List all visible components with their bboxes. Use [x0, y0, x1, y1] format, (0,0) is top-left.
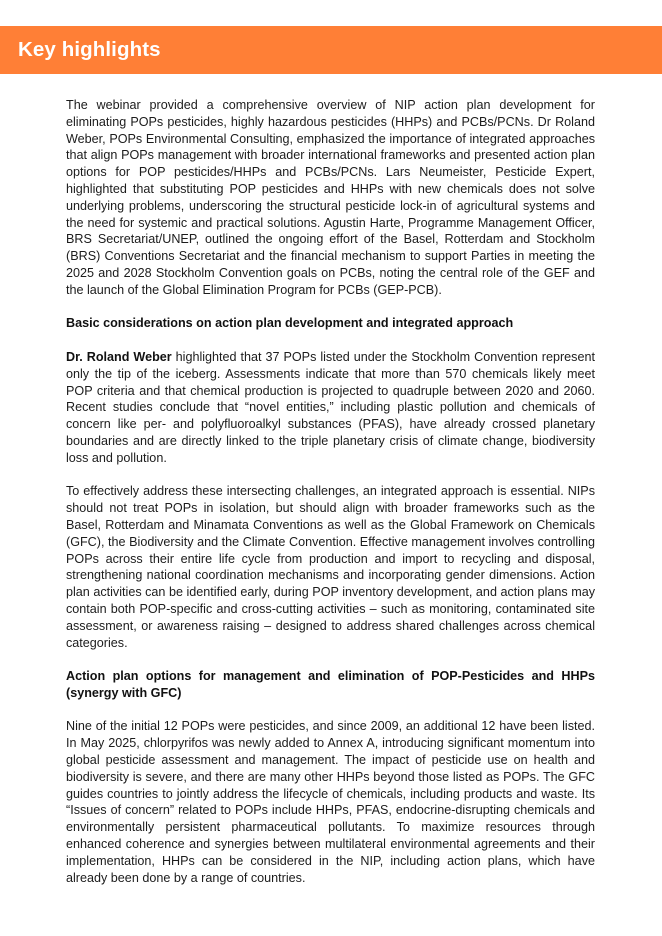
section-title: Key highlights: [18, 38, 161, 61]
section-header-band: [0, 26, 662, 74]
speaker-name: Dr. Roland Weber: [66, 349, 172, 364]
weber-paragraph-text: highlighted that 37 POPs listed under the Stockholm Convention represent only the tip of the iceberg. Assessments indicate that more than 570 chemicals likely meet POP criteria and that chemical production is projected to quadruple between 2020 and 2060. Recent studies conclude that “novel entities,” including plastic pollution and chemicals of concern like per- and polyfluoroalkyl substances (PFAS), have already crossed planetary boundaries and are directly linked to the triple planetary crisis of climate change, biodiversity loss and pollution.: [66, 349, 595, 465]
intro-paragraph: The webinar provided a comprehensive overview of NIP action plan development for eliminating POPs pesticides, highly hazardous pesticides (HHPs) and PCBs/PCNs. Dr Roland Weber, POPs Environmental Consulting, emphasized the importance of integrated approaches that align POPs management with broader international frameworks and presented action plan options for POP pesticides/HHPs and PCBs/PCNs. Lars Neumeister, Pesticide Expert, highlighted that substituting POP pesticides and HHPs with new chemicals does not solve underlying problems, underscoring the structural pesticide lock-in of agricultural systems and the need for systemic and practical solutions. Agustin Harte, Programme Management Officer, BRS Secretariat/UNEP, outlined the ongoing effort of the Basel, Rotterdam and Stockholm (BRS) Conventions Secretariat and the financial mechanism to support Parties in meeting the 2025 and 2028 Stockholm Convention goals on PCBs, noting the central role of the GEF and the launch of the Global Elimination Program for PCBs (GEP-PCB).: [66, 98, 595, 297]
document-body: [66, 97, 595, 903]
pesticides-heading: Action plan options for management and elimination of POP-Pesticides and HHPs (synergy with GFC): [66, 669, 595, 700]
integrated-approach-paragraph: To effectively address these intersecting challenges, an integrated approach is essential. NIPs should not treat POPs in isolation, but should align with broader frameworks such as the Basel, Rotterdam and Minamata Conventions as well as the Global Framework on Chemicals (GFC), the Biodiversity and the Climate Convention. Effective management involves controlling POPs across their entire life cycle from production and import to recycling and disposal, strengthening national coordination mechanisms and incorporating gender dimensions. Action plan activities can be identified early, during POP inventory development, and action plans may contain both POP-specific and cross-cutting activities – such as monitoring, contaminated site assessment, or awareness raising – designed to address shared challenges across chemical categories.: [66, 484, 595, 650]
weber-paragraph: [66, 349, 595, 467]
basic-considerations-heading: Basic considerations on action plan development and integrated approach: [66, 316, 514, 331]
pesticides-paragraph: Nine of the initial 12 POPs were pesticides, and since 2009, an additional 12 have been listed. In May 2025, chlorpyrifos was newly added to Annex A, introducing significant momentum into global pesticide assessment and management. The impact of pesticide use on health and biodiversity is severe, and there are many other HHPs beyond those listed as POPs. The GFC guides countries to jointly address the lifecycle of chemicals, including products and waste. Its “Issues of concern” related to POPs include HHPs, PFAS, endocrine-disrupting chemicals and environmentally persistent pharmaceutical pollutants. To maximize resources through enhanced coherence and synergies between multilateral environmental agreements and their implementation, HHPs can be considered in the NIP, including action plans, which have already been done by a range of countries.: [66, 719, 595, 885]
